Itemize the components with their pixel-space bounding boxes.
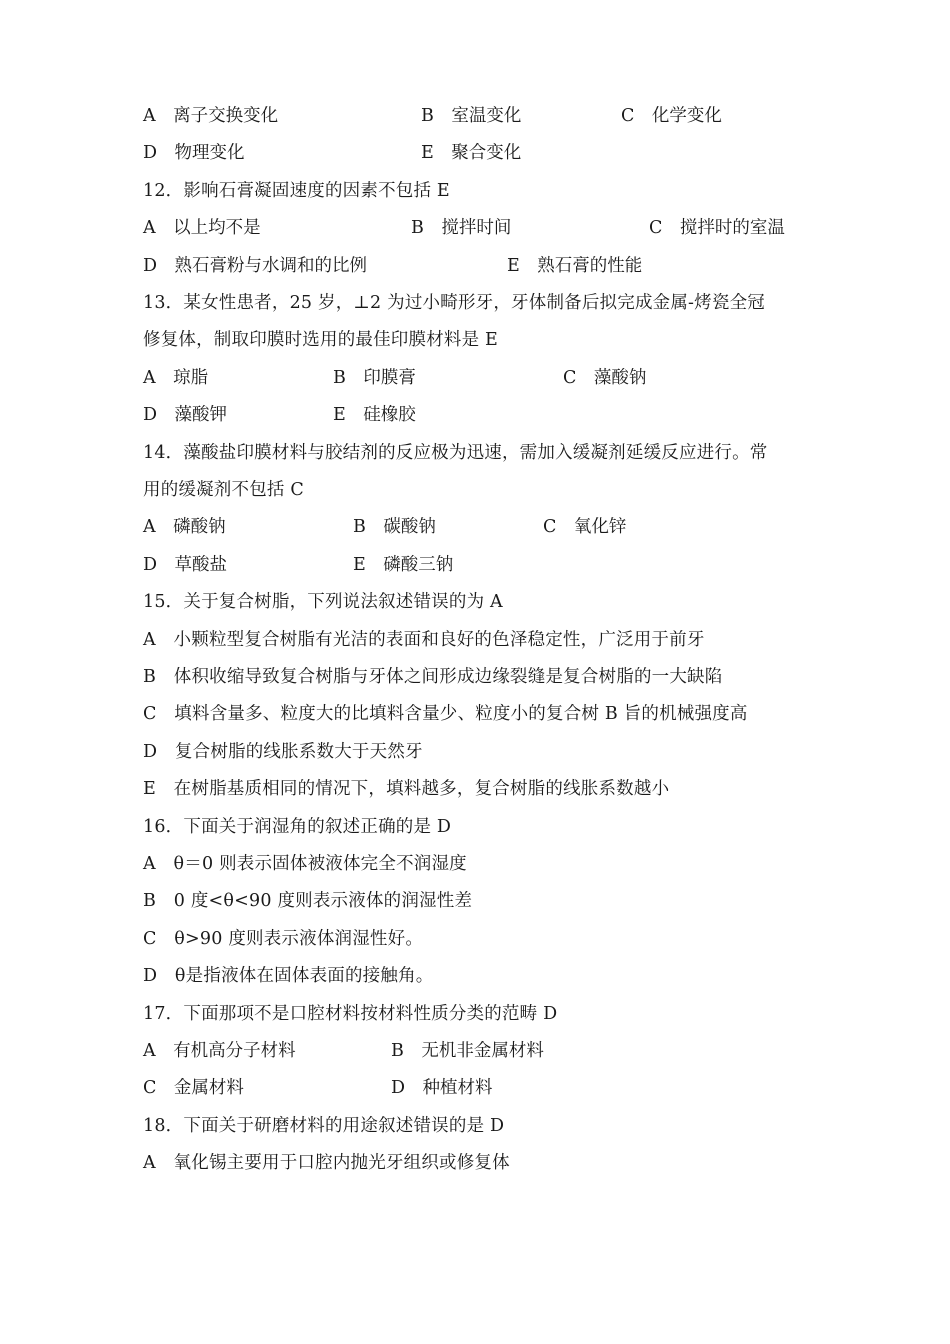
answer-option: A 琼脂: [143, 367, 209, 388]
answer-options-row: [143, 98, 830, 135]
question-text-line: 15．关于复合树脂，下列说法叙述错误的为 A: [143, 592, 503, 613]
question-text-line: 17．下面那项不是口腔材料按材料性质分类的范畴 D: [143, 1003, 558, 1024]
question-text-line: 14．藻酸盐印膜材料与胶结剂的反应极为迅速，需加入缓凝剂延缓反应进行。常: [143, 442, 768, 463]
answer-option: C 藻酸钠: [563, 367, 647, 388]
answer-option: C 金属材料: [143, 1078, 244, 1099]
answer-option: B 无机非金属材料: [391, 1041, 544, 1061]
question-text-line: 13．某女性患者，25 岁，⊥2 为过小畸形牙，牙体制备后拟完成金属-烤瓷全冠: [143, 293, 765, 313]
question-text-line: D 复合树脂的线胀系数大于天然牙: [143, 741, 423, 762]
question-text-line: 16．下面关于润湿角的叙述正确的是 D: [143, 816, 452, 837]
answer-option: A 以上均不是: [143, 218, 261, 239]
answer-option: E 硅橡胶: [333, 405, 416, 426]
answer-options-row: [143, 397, 830, 434]
answer-options-row: [143, 1070, 830, 1107]
answer-option: D 草酸盐: [143, 554, 228, 575]
answer-option: A 有机高分子材料: [143, 1041, 296, 1061]
answer-option: D 物理变化: [143, 143, 245, 164]
question-text-line: C θ>90 度则表示液体润湿性好。: [143, 928, 424, 949]
question-text-line: 18．下面关于研磨材料的用途叙述错误的是 D: [143, 1115, 505, 1136]
answer-option: C 化学变化: [621, 106, 722, 126]
answer-option: C 搅拌时的室温: [649, 218, 785, 239]
answer-options-row: [143, 248, 830, 285]
answer-option: A 磷酸钠: [143, 517, 226, 538]
answer-options-row: [143, 210, 830, 247]
question-text-line: 用的缓凝剂不包括 C: [143, 480, 304, 500]
question-text-line: A 氧化锡主要用于口腔内抛光牙组织或修复体: [143, 1153, 510, 1174]
question-text-line: E 在树脂基质相同的情况下，填料越多，复合树脂的线胀系数越小: [143, 779, 670, 800]
question-text-line: D θ是指液体在固体表面的接触角。: [143, 966, 434, 987]
question-text-line: A 小颗粒型复合树脂有光洁的表面和良好的色泽稳定性，广泛用于前牙: [143, 629, 705, 650]
answer-option: B 室温变化: [421, 106, 522, 126]
answer-option: D 熟石膏粉与水调和的比例: [143, 255, 368, 276]
question-text-line: C 填料含量多、粒度大的比填料含量少、粒度小的复合树 B 旨的机械强度高: [143, 704, 748, 725]
answer-options-row: [143, 360, 830, 397]
answer-option: B 碳酸钠: [353, 517, 436, 538]
answer-options-row: [143, 135, 830, 172]
answer-options-row: [143, 509, 830, 546]
question-text-line: 12．影响石膏凝固速度的因素不包括 E: [143, 180, 450, 201]
answer-option: B 搅拌时间: [411, 218, 512, 239]
answer-option: D 藻酸钾: [143, 405, 228, 426]
answer-option: B 印膜膏: [333, 367, 416, 388]
answer-option: E 熟石膏的性能: [507, 255, 643, 276]
question-text-line: B 0 度<θ<90 度则表示液体的润湿性差: [143, 891, 473, 912]
question-text-line: B 体积收缩导致复合树脂与牙体之间形成边缘裂缝是复合树脂的一大缺陷: [143, 667, 723, 687]
answer-options-row: [143, 547, 830, 584]
answer-option: E 聚合变化: [421, 143, 522, 164]
answer-option: C 氧化锌: [543, 517, 627, 538]
answer-option: D 种植材料: [391, 1078, 493, 1099]
answer-option: E 磷酸三钠: [353, 554, 454, 575]
answer-options-row: [143, 1033, 830, 1070]
question-text-line: A θ＝0 则表示固体被液体完全不润湿度: [143, 854, 467, 874]
question-text-line: 修复体，制取印膜时选用的最佳印膜材料是 E: [143, 330, 499, 351]
answer-option: A 离子交换变化: [143, 106, 279, 126]
